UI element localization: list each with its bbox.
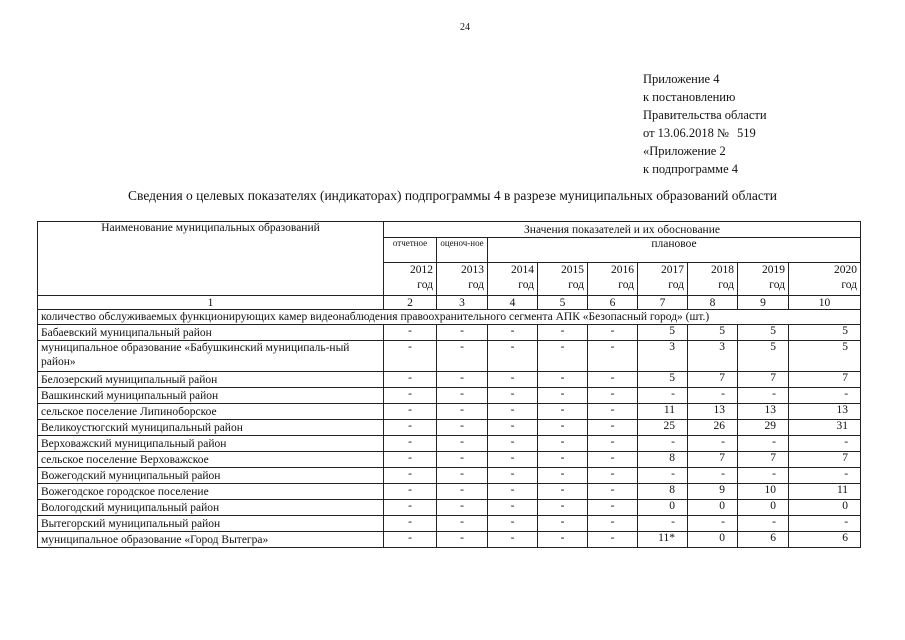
header-year: 2019	[762, 264, 785, 276]
value-cell: 5	[738, 341, 789, 372]
value-cell: -	[384, 325, 437, 341]
value-cell: -	[538, 420, 588, 436]
header-row-1	[38, 222, 861, 238]
value-cell: 0	[688, 500, 738, 516]
value-cell: -	[437, 404, 488, 420]
header-year-unit: год	[618, 279, 634, 291]
value-cell: 5	[738, 325, 789, 341]
value-cell: -	[789, 516, 861, 532]
municipality-name: муниципальное образование «Бабушкинский муниципаль-ный район»	[38, 341, 384, 372]
value-cell: -	[538, 388, 588, 404]
municipality-name: муниципальное образование «Город Вытегра»	[38, 532, 384, 548]
appendix-line: «Приложение 2	[643, 144, 726, 158]
column-number-row	[38, 296, 861, 310]
header-year-cell	[437, 263, 488, 296]
header-year: 2018	[711, 264, 734, 276]
header-reported: отчетное	[384, 238, 437, 263]
value-cell: 7	[738, 452, 789, 468]
table-row	[38, 468, 861, 484]
value-cell: -	[384, 500, 437, 516]
value-cell: -	[688, 468, 738, 484]
value-cell: -	[588, 468, 638, 484]
value-cell: -	[688, 436, 738, 452]
value-cell: -	[384, 404, 437, 420]
column-number: 5	[538, 296, 588, 310]
value-cell: -	[437, 388, 488, 404]
header-year: 2020	[834, 264, 858, 276]
value-cell: -	[588, 404, 638, 420]
municipality-name: Вожегодский муниципальный район	[38, 468, 384, 484]
value-cell: -	[437, 532, 488, 548]
value-cell: 11	[789, 484, 861, 500]
value-cell: 7	[688, 452, 738, 468]
municipality-name: Верховажский муниципальный район	[38, 436, 384, 452]
header-year: 2013	[461, 264, 484, 276]
value-cell: 25	[638, 420, 688, 436]
header-year-cell	[488, 263, 538, 296]
value-cell: -	[638, 388, 688, 404]
value-cell: 8	[638, 484, 688, 500]
value-cell: -	[789, 468, 861, 484]
column-number: 2	[384, 296, 437, 310]
value-cell: -	[588, 372, 638, 388]
value-cell: 3	[688, 341, 738, 372]
value-cell: 5	[638, 372, 688, 388]
header-name: Наименование муниципальных образований	[38, 222, 384, 296]
value-cell: -	[384, 484, 437, 500]
value-cell: 0	[638, 500, 688, 516]
header-year-unit: год	[668, 279, 684, 291]
section-title: количество обслуживаемых функционирующих камер видеонаблюдения правоохранительного сегмента АПК «Безопасный город» (шт.)	[38, 310, 861, 325]
table-row	[38, 532, 861, 548]
header-year: 2016	[611, 264, 634, 276]
value-cell: -	[789, 436, 861, 452]
column-number: 10	[789, 296, 861, 310]
table-row	[38, 484, 861, 500]
appendix-block	[643, 70, 767, 178]
appendix-date-line	[643, 124, 767, 142]
table-row	[38, 452, 861, 468]
value-cell: -	[384, 532, 437, 548]
table-row	[38, 325, 861, 341]
column-number: 1	[38, 296, 384, 310]
document-title: Сведения о целевых показателях (индикаторах) подпрограммы 4 в разрезе муниципальных образований области	[128, 188, 777, 203]
value-cell: 5	[688, 325, 738, 341]
value-cell: 5	[638, 325, 688, 341]
value-cell: -	[488, 341, 538, 372]
value-cell: -	[538, 532, 588, 548]
header-year-cell	[638, 263, 688, 296]
value-cell: -	[488, 532, 538, 548]
value-cell: -	[384, 341, 437, 372]
value-cell: 10	[738, 484, 789, 500]
value-cell: -	[588, 420, 638, 436]
municipality-name: Вашкинский муниципальный район	[38, 388, 384, 404]
value-cell: -	[488, 420, 538, 436]
value-cell: -	[738, 436, 789, 452]
table-row	[38, 372, 861, 388]
appendix-line: к постановлению	[643, 90, 736, 104]
value-cell: -	[738, 388, 789, 404]
value-cell: -	[538, 404, 588, 420]
value-cell: -	[588, 452, 638, 468]
value-cell: 6	[789, 532, 861, 548]
value-cell: -	[588, 532, 638, 548]
value-cell: 7	[789, 372, 861, 388]
municipality-name: сельское поселение Верховажское	[38, 452, 384, 468]
table-row	[38, 436, 861, 452]
value-cell: 9	[688, 484, 738, 500]
value-cell: -	[488, 468, 538, 484]
table-row	[38, 500, 861, 516]
column-number: 4	[488, 296, 538, 310]
header-year-cell	[738, 263, 789, 296]
header-values: Значения показателей и их обоснование	[384, 222, 861, 238]
value-cell: -	[538, 484, 588, 500]
value-cell: -	[538, 325, 588, 341]
column-number: 8	[688, 296, 738, 310]
municipality-name: Бабаевский муниципальный район	[38, 325, 384, 341]
value-cell: -	[488, 436, 538, 452]
value-cell: -	[384, 388, 437, 404]
header-planned: плановое	[488, 238, 861, 263]
value-cell: -	[488, 372, 538, 388]
header-year-unit: год	[417, 279, 433, 291]
value-cell: 7	[738, 372, 789, 388]
table-row	[38, 388, 861, 404]
value-cell: -	[688, 388, 738, 404]
value-cell: -	[588, 436, 638, 452]
value-cell: -	[588, 325, 638, 341]
value-cell: -	[538, 436, 588, 452]
appendix-date: от 13.06.2018 №	[643, 126, 729, 140]
value-cell: 7	[688, 372, 738, 388]
column-number: 6	[588, 296, 638, 310]
value-cell: -	[437, 500, 488, 516]
header-year-unit: год	[841, 279, 858, 291]
value-cell: -	[437, 516, 488, 532]
value-cell: -	[488, 484, 538, 500]
value-cell: -	[384, 452, 437, 468]
value-cell: -	[488, 516, 538, 532]
value-cell: 6	[738, 532, 789, 548]
header-year-unit: год	[769, 279, 785, 291]
value-cell: 3	[638, 341, 688, 372]
value-cell: -	[384, 420, 437, 436]
value-cell: 13	[789, 404, 861, 420]
value-cell: -	[588, 500, 638, 516]
value-cell: -	[384, 516, 437, 532]
value-cell: -	[437, 372, 488, 388]
value-cell: -	[437, 325, 488, 341]
header-year-unit: год	[568, 279, 584, 291]
header-year: 2017	[661, 264, 684, 276]
header-year: 2015	[561, 264, 584, 276]
value-cell: 29	[738, 420, 789, 436]
value-cell: 11*	[638, 532, 688, 548]
header-year-cell	[384, 263, 437, 296]
value-cell: -	[538, 516, 588, 532]
value-cell: -	[384, 372, 437, 388]
value-cell: 7	[789, 452, 861, 468]
value-cell: 0	[688, 532, 738, 548]
appendix-number: 519	[736, 126, 756, 140]
value-cell: -	[638, 468, 688, 484]
value-cell: 0	[738, 500, 789, 516]
value-cell: -	[738, 516, 789, 532]
value-cell: 5	[789, 341, 861, 372]
value-cell: -	[638, 516, 688, 532]
page-number: 24	[460, 22, 470, 33]
table-row	[38, 341, 861, 372]
value-cell: -	[384, 436, 437, 452]
municipality-name: Вожегодское городское поселение	[38, 484, 384, 500]
indicators-table	[37, 221, 861, 548]
header-year: 2014	[511, 264, 534, 276]
value-cell: -	[588, 388, 638, 404]
appendix-line: Приложение 4	[643, 72, 720, 86]
value-cell: -	[538, 500, 588, 516]
value-cell: -	[738, 468, 789, 484]
header-year-unit: год	[718, 279, 734, 291]
column-number: 7	[638, 296, 688, 310]
header-year-cell	[688, 263, 738, 296]
value-cell: -	[538, 341, 588, 372]
value-cell: 8	[638, 452, 688, 468]
value-cell: -	[638, 436, 688, 452]
header-year-cell	[789, 263, 861, 296]
value-cell: -	[588, 516, 638, 532]
appendix-line: к подпрограмме 4	[643, 162, 738, 176]
value-cell: -	[688, 516, 738, 532]
value-cell: -	[437, 484, 488, 500]
column-number: 3	[437, 296, 488, 310]
value-cell: -	[437, 468, 488, 484]
value-cell: -	[437, 452, 488, 468]
value-cell: -	[488, 500, 538, 516]
header-estimated: оценоч-ное	[437, 238, 488, 263]
value-cell: -	[538, 372, 588, 388]
table-row	[38, 516, 861, 532]
value-cell: -	[384, 468, 437, 484]
column-number: 9	[738, 296, 789, 310]
value-cell: 11	[638, 404, 688, 420]
header-year-cell	[588, 263, 638, 296]
value-cell: -	[488, 452, 538, 468]
table-row	[38, 420, 861, 436]
value-cell: 13	[738, 404, 789, 420]
municipality-name: Вологодский муниципальный район	[38, 500, 384, 516]
value-cell: 5	[789, 325, 861, 341]
value-cell: 26	[688, 420, 738, 436]
value-cell: -	[538, 452, 588, 468]
header-year-cell	[538, 263, 588, 296]
value-cell: -	[538, 468, 588, 484]
appendix-line: Правительства области	[643, 108, 767, 122]
value-cell: 13	[688, 404, 738, 420]
value-cell: 31	[789, 420, 861, 436]
section-row	[38, 310, 861, 325]
header-year-unit: год	[468, 279, 484, 291]
value-cell: -	[488, 388, 538, 404]
value-cell: -	[437, 436, 488, 452]
value-cell: 0	[789, 500, 861, 516]
value-cell: -	[437, 420, 488, 436]
municipality-name: Великоустюгский муниципальный район	[38, 420, 384, 436]
header-year: 2012	[410, 264, 433, 276]
value-cell: -	[488, 325, 538, 341]
header-year-unit: год	[518, 279, 534, 291]
municipality-name: Белозерский муниципальный район	[38, 372, 384, 388]
municipality-name: сельское поселение Липиноборское	[38, 404, 384, 420]
table-row	[38, 404, 861, 420]
value-cell: -	[588, 484, 638, 500]
value-cell: -	[488, 404, 538, 420]
value-cell: -	[789, 388, 861, 404]
municipality-name: Вытегорский муниципальный район	[38, 516, 384, 532]
value-cell: -	[437, 341, 488, 372]
value-cell: -	[588, 341, 638, 372]
